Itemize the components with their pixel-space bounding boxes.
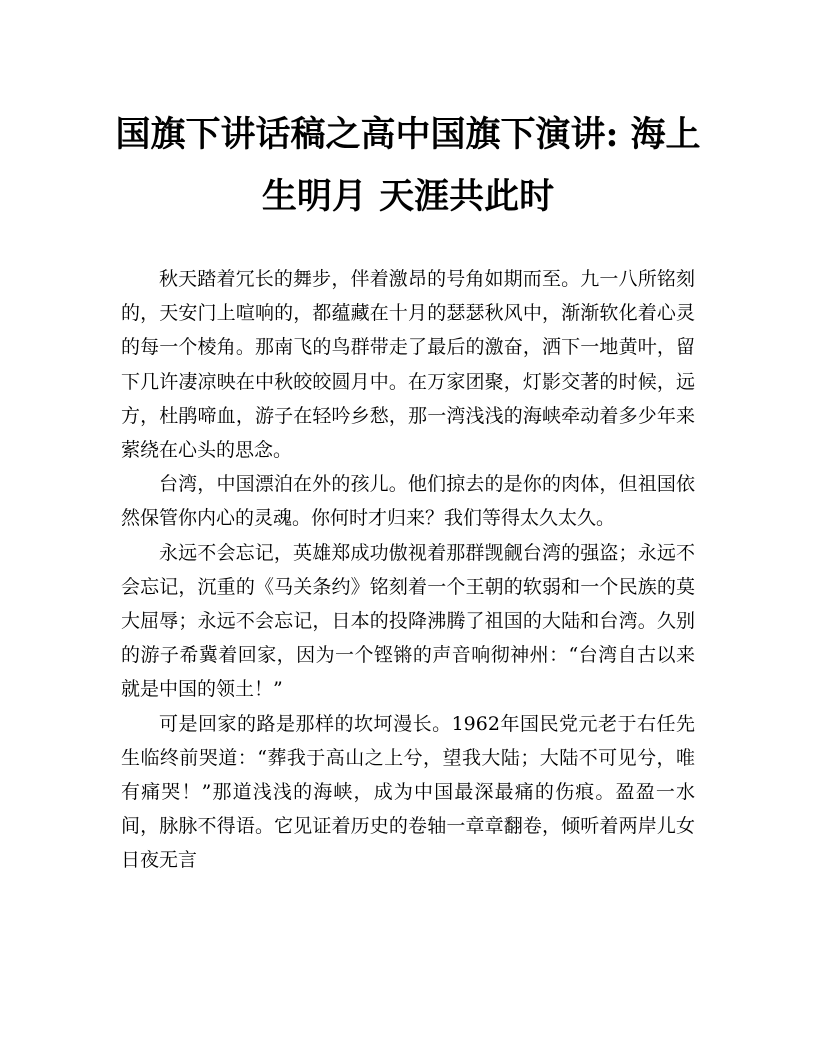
title-line-1: 国旗下讲话稿之高中国旗下演讲: 海上 — [115, 114, 701, 155]
paragraph-2: 台湾，中国漂泊在外的孩儿。他们掠去的是你的肉体，但祖国依然保管你内心的灵魂。你何时才归来？我们等得太久太久。 — [121, 473, 695, 530]
paragraph-4: 可是回家的路是那样的坎坷漫长。1962年国民党元老于右任先生临终前哭道：“葬我于高山之上兮，望我大陆；大陆不可见兮，唯有痛哭！”那道浅浅的海峡，成为中国最深最痛的伤痕。盈盈一水间，脉脉不得语。它见证着历史的卷轴一章章翻卷，倾听着两岸儿女日夜无言 — [121, 712, 695, 872]
document-body — [121, 262, 695, 878]
paragraph-1: 秋天踏着冗长的舞步，伴着激昂的号角如期而至。九一八所铭刻的，天安门上喧响的，都蕴藏在十月的瑟瑟秋风中，渐渐软化着心灵的每一个棱角。那南飞的鸟群带走了最后的激奋，洒下一地黄叶，留下几许凄凉映在中秋皎皎圆月中。在万家团聚，灯影交著的时候，远方，杜鹃啼血，游子在轻吟乡愁，那一湾浅浅的海峡牵动着多少年来萦绕在心头的思念。 — [121, 268, 695, 462]
paragraph-3: 永远不会忘记，英雄郑成功傲视着那群觊觎台湾的强盗；永远不会忘记，沉重的《马关条约》铭刻着一个王朝的软弱和一个民族的莫大屈辱；永远不会忘记，日本的投降沸腾了祖国的大陆和台湾。久别的游子希冀着回家，因为一个铿锵的声音响彻神州：“台湾自古以来就是中国的领土！” — [121, 541, 695, 701]
document-title — [110, 104, 706, 228]
title-line-2: 生明月 天涯共此时 — [261, 176, 555, 217]
